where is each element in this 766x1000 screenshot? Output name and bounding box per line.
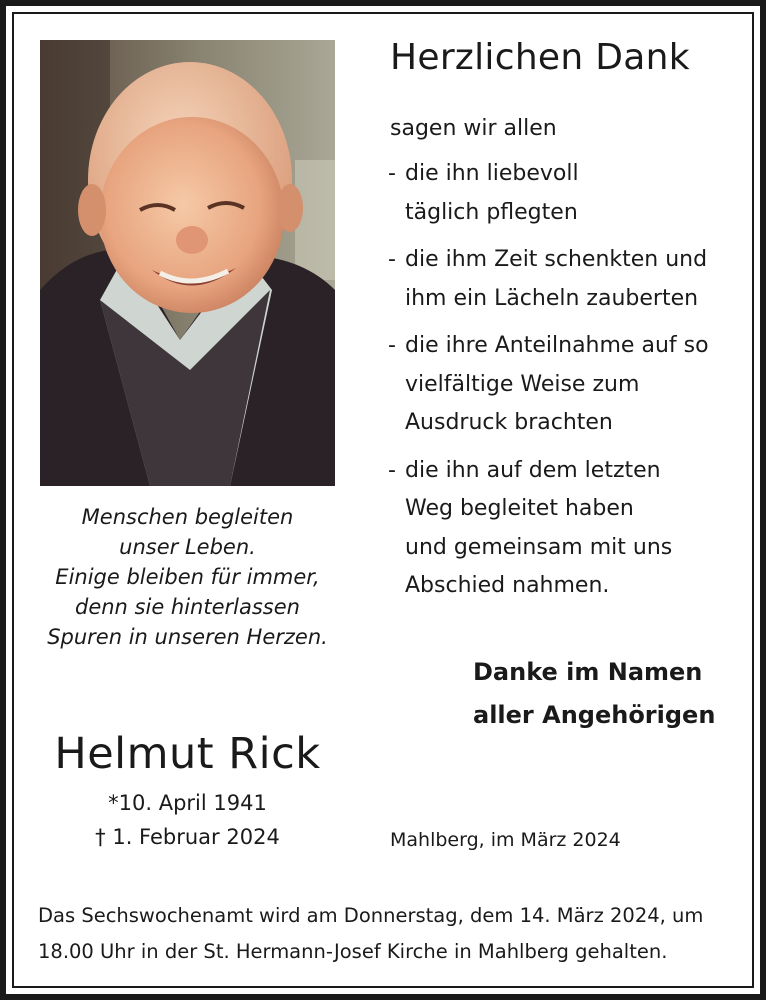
life-dates [20,786,355,854]
quote-line: unser Leben. [119,535,256,559]
place-date: Mahlberg, im März 2024 [390,829,621,851]
list-item-line: Abschied nahmen. [405,573,610,598]
list-item [388,327,738,443]
dash-bullet: - [388,247,396,272]
list-item-line: die ihn liebevoll [405,161,579,186]
closing-line: aller Angehörigen [473,701,716,729]
deceased-name: Helmut Rick [54,729,321,779]
list-item-line: die ihm Zeit schenkten und [405,247,708,272]
death-date: † 1. Februar 2024 [95,825,280,849]
quote-line: Menschen begleiten [81,505,294,529]
page-title: Herzlichen Dank [390,37,690,78]
portrait-photo [40,40,335,486]
birth-date: *10. April 1941 [108,791,267,815]
list-item-line: Ausdruck brachten [405,410,613,435]
quote-line: Spuren in unseren Herzen. [47,625,328,649]
dash-bullet: - [388,333,396,358]
list-item [388,241,738,318]
intro-text: sagen wir allen [390,116,557,141]
quote-line: Einige bleiben für immer, [55,565,320,589]
list-item-line: täglich pflegten [405,199,578,225]
notice-line: Das Sechswochenamt wird am Donnerstag, dem 14. März 2024, um [38,904,704,927]
list-item [388,155,738,232]
closing-line: Danke im Namen [473,658,703,686]
closing-signature [473,651,715,737]
memorial-quote [30,502,345,652]
list-item-line: die ihre Anteilnahme auf so [405,333,709,358]
notice-line: 18.00 Uhr in der St. Hermann-Josef Kirche in Mahlberg gehalten. [38,940,668,963]
dash-bullet: - [388,457,396,483]
thanks-list [388,155,738,615]
list-item [388,452,738,606]
list-item-line: ihm ein Lächeln zauberten [405,285,699,311]
service-notice [38,898,728,970]
list-item-line: und gemeinsam mit uns [405,534,673,560]
quote-line: denn sie hinterlassen [75,595,300,619]
list-item-line: vielfältige Weise zum [405,371,640,397]
list-item-line: die ihn auf dem letzten [405,457,661,483]
dash-bullet: - [388,161,396,186]
list-item-line: Weg begleitet haben [405,496,634,521]
